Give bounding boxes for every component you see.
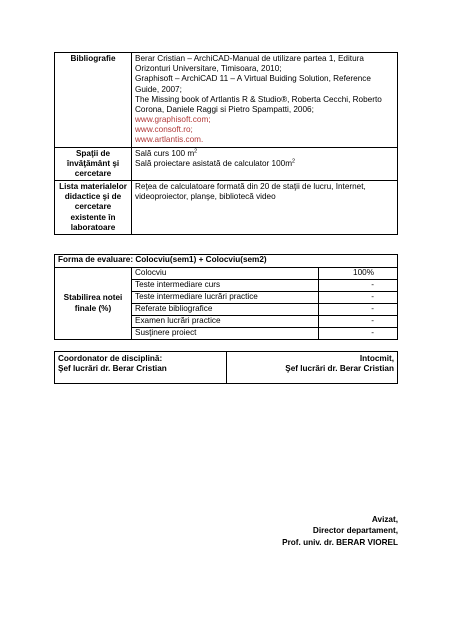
bibliography-row: [55, 53, 398, 148]
materials-row: [55, 181, 398, 235]
prepared-by-title: Intocmit,: [359, 354, 394, 363]
grade-percent: -: [319, 280, 398, 292]
consoft-link[interactable]: www.consoft.ro;: [135, 125, 193, 135]
department-director-title: Director departament,: [312, 526, 398, 536]
syllabus-table: [54, 52, 398, 235]
approval-title: Avizat,: [371, 515, 398, 524]
course-room-text: [135, 149, 394, 159]
evaluation-table: [54, 254, 398, 340]
grade-component: Teste intermediare curs: [132, 280, 319, 292]
course-room-sup: 2: [194, 147, 198, 154]
approval-block: [230, 514, 398, 548]
graphisoft-link[interactable]: www.graphisoft.com;: [135, 115, 211, 125]
spaces-row: [55, 147, 398, 181]
bibliography-entry: Graphisoft – ArchiCAD 11 – A Virtual Buiding Solution, Reference Guide, 2007;: [135, 74, 371, 94]
signature-row: [55, 352, 398, 384]
evaluation-heading-row: [55, 255, 398, 268]
grade-component: Susţinere proiect: [132, 328, 319, 340]
grade-component: Teste intermediare lucrări practice: [132, 292, 319, 304]
final-grade-label: Stabilirea notei finale (%): [55, 268, 132, 340]
grade-percent: 100%: [319, 268, 398, 280]
grade-percent: -: [319, 292, 398, 304]
artlantis-link[interactable]: www.artlantis.com.: [135, 135, 204, 145]
bibliography-entry: The Missing book of Artlantis R & Studio®, Roberta Cecchi, Roberto Corona, Daniele Raggi si Pietro Spampatti, 2006;: [135, 94, 382, 114]
evaluation-heading: Forma de evaluare: Colocviu(sem1) + Colocviu(sem2): [55, 255, 398, 268]
director-name: Prof. univ. dr. BERAR VIOREL: [282, 537, 398, 547]
spaces-content: [132, 147, 398, 181]
bibliography-label: Bibliografie: [55, 53, 132, 148]
prepared-by-cell: [226, 352, 398, 384]
spaces-label: Spaţii de învăţământ şi cercetare: [55, 147, 132, 181]
materials-content: Reţea de calculatoare formată din 20 de staţii de lucru, Internet, videoproiector, planşe, bibliotecă video: [132, 181, 398, 235]
grade-row: [55, 268, 398, 280]
course-room-label: Sală curs 100 m: [135, 148, 195, 158]
grade-component: Colocviu: [132, 268, 319, 280]
grade-percent: -: [319, 304, 398, 316]
cad-room-sup: 2: [292, 157, 296, 164]
coordinator-name: Şef lucrări dr. Berar Cristian: [58, 364, 167, 374]
bibliography-entry: Berar Cristian – ArchiCAD-Manual de utilizare partea 1, Editura Orizonturi Universitare, Timisoara, 2010;: [135, 54, 364, 74]
grade-percent: -: [319, 328, 398, 340]
coordinator-title: Coordonator de disciplină:: [58, 354, 163, 363]
cad-room-text: [135, 159, 394, 169]
cad-room-label: Sală proiectare asistată de calculator 100m: [135, 158, 293, 168]
bibliography-content: [132, 53, 398, 148]
coordinator-cell: [55, 352, 227, 384]
grade-component: Examen lucrări practice: [132, 316, 319, 328]
grade-percent: -: [319, 316, 398, 328]
signature-table: [54, 351, 398, 384]
prepared-by-name: Şef lucrări dr. Berar Cristian: [285, 364, 394, 374]
grade-component: Referate bibliografice: [132, 304, 319, 316]
materials-label: Lista materialelor didactice şi de cercetare existente în laboratoare: [55, 181, 132, 235]
